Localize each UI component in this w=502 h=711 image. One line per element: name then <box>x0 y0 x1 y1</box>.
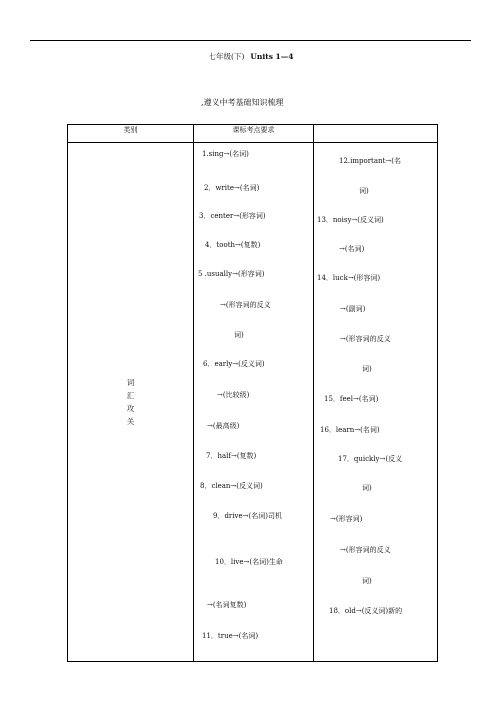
vocab-item: 13．noisy→(反义词) <box>317 216 384 224</box>
vocab-item: →(最高级) <box>207 422 240 430</box>
vocab-item: 词) <box>362 577 372 585</box>
header-empty <box>314 125 438 143</box>
vocab-item: →(比较级) <box>217 391 250 399</box>
vocab-item: 2．write→(名词) <box>204 184 260 192</box>
vocab-item: 16．learn→(名词) <box>320 426 380 434</box>
vocab-item: 词) <box>359 187 369 195</box>
vocab-item: 8．clean→(反义词) <box>200 482 263 490</box>
category-char: 汇 <box>126 391 135 400</box>
category-char: 词 <box>126 378 135 387</box>
vocab-item: 7．half→(复数) <box>206 452 257 460</box>
vocab-item: 9．drive→(名词)司机 <box>213 512 282 520</box>
vocab-item: →(名词) <box>339 245 365 253</box>
vocab-item: 11．true→(名词) <box>202 632 259 640</box>
section-subtitle: ,遵义中考基础知识梳理 <box>201 98 284 107</box>
category-cell <box>68 143 194 662</box>
vocab-item: →(名词复数) <box>207 601 247 609</box>
category-char: 关 <box>126 417 135 426</box>
vocab-item: 4．tooth→(复数) <box>205 241 261 249</box>
vocab-item: 12.important→(名 <box>339 157 401 165</box>
vocab-item: 3．center→(形容词) <box>199 212 266 220</box>
vocab-item: 17．quickly→(反义 <box>338 455 403 463</box>
vocab-item: →(形容词的反义 <box>340 546 391 554</box>
vocab-item: 18．old→(反义词)新的 <box>329 607 403 615</box>
vocab-item: 词) <box>362 365 372 373</box>
page-header <box>0 51 502 62</box>
vocab-item: →(副词) <box>340 305 366 313</box>
header-category: 类别 <box>68 125 194 143</box>
grade-label: 七年级(下) <box>208 52 245 61</box>
vocab-item: 1.sing→(名词) <box>202 150 249 158</box>
vocab-item: 词) <box>362 484 372 492</box>
vocab-item: →(形容词) <box>330 515 363 523</box>
knowledge-table <box>67 124 438 662</box>
vocab-item: 词) <box>234 331 244 339</box>
additional-cell <box>314 143 438 662</box>
category-char: 攻 <box>126 404 135 413</box>
vocab-item: 10．live→(名词)生命 <box>215 558 283 566</box>
table-header-row <box>68 125 438 143</box>
requirements-cell <box>194 143 314 662</box>
units-label: Units 1—4 <box>250 52 294 61</box>
vocab-item: →(形容词的反义 <box>220 301 271 309</box>
vocab-item: →(形容词的反义 <box>340 335 391 343</box>
header-requirements: 课标考点要求 <box>194 125 314 143</box>
vocab-item: 6．early→(反义词) <box>203 360 265 368</box>
vocab-item: 5 .usually→(形容词) <box>198 270 265 278</box>
vocab-item: 15．feel→(名词) <box>324 395 379 403</box>
vocab-item: 14．luck→(形容词) <box>317 274 381 282</box>
table-row-vocabulary <box>68 143 438 662</box>
top-rule <box>30 40 471 41</box>
